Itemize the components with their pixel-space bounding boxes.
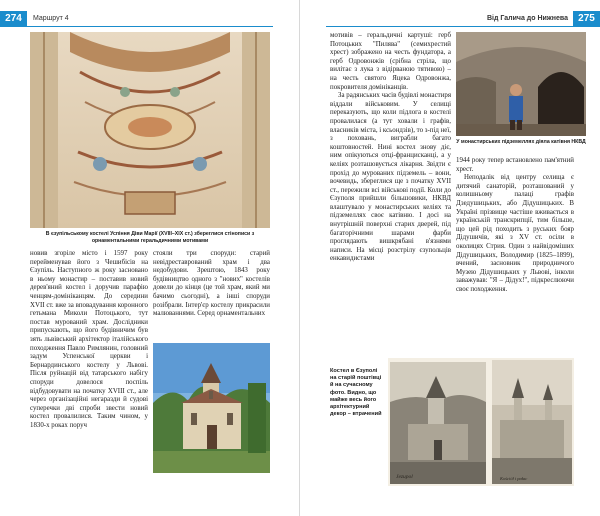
right-running-title: Від Галича до Нижнева — [486, 15, 568, 22]
church-photo — [153, 343, 270, 473]
right-text-column-1 — [330, 32, 451, 264]
left-text-column-2 — [153, 250, 270, 319]
postcard-caption: Костел в Єзуполі на старій поштівці й на сучасному фото. Видно, що майже весь його архітектурний декор – втрачений — [330, 368, 382, 418]
ceiling-photo-caption: В єзупільському костелі Успіння Діви Марії (XVIII–XIX ст.) збереглися стінописи з орнаментальними геральдичними мотивами — [45, 231, 255, 244]
right-col1-paragraph-2: За радянських часів будівлі монастиря віддали військовим. У селищі переказують, що коли підлога в костелі провалилася (а тут ховали і графів, власників міста, і ксьондзів), то з-під неї, з поховань, виграбли багато коштовностей. Нині костел знову діє, ним опікуються отці-францисканці, а у келіях розташовується лікарня. Звідти є прохід до мурованих підземель – вони, вочевидь, збереглися ще з початку XVII ст., пережили всі військові події. Коли до Єзуполя прийшли більшовики, НКВД влаштувало у монастирських келіях та підземеллях своє катівню. І досі на внутрішній поверхні старих дверей, під багаторічними шарами фарби проглядають вишкрябані в'язнями написи. На місці розстрілу єзупольців енкавидистами — [330, 92, 451, 263]
right-col2-paragraph-2: Неподалік від центру селища є дитячий санаторій, розташований у колишньому палаці графів Дзедушицьких, або Дідушицьких. В Україні прізвище частіше вживається в українській транскрипції, тим більше, що цей рід походить з руських бояр Дідушичів, які з XV ст. осіли в околицях Стрия. Один з найвідоміших Дідушицьких, Володимир (1825–1899), вчений, засновник природничого Музею Дідушицьких у Львові, інколи заважував: "Я – Дідух!", підкреслюючи своє походження. — [456, 174, 574, 293]
left-running-title: Маршрут 4 — [33, 15, 69, 22]
left-col2-paragraph: стояли три споруди: старий невідреставрований храм і два недобудови. Зрештою, 1843 року будівництво одного з "нових" костелів довели до кінця (це той храм, який ми бачимо сьогодні), а інші споруди розібрали. Інтер'єр костелу прикрасили малюваннями. Серед орнаментальних — [153, 250, 270, 318]
right-text-column-2 — [456, 157, 574, 295]
right-page-number: 275 — [573, 11, 600, 27]
right-header-rule — [326, 26, 573, 27]
left-col1-paragraph: новив згоріле місто і 1597 року перейменував його з Чешибісів на Єзупіль. Наступного ж року засновано в ньому монастир – поставив новий дерев'яний костел і доручив парафію ченцям-домініканцям. До середини XVII ст. вже за вповадування коронного гетьмана Миколи Потоцького, тут постав мурований храм. Дослідники припускають, що його будівничим був зять львівський архітектор італійського походження Павло Римлянин, головний задум Успенської церкви і Бернардинського костелу у Львові. Після руйнацій від татарського набігу споруди довелося поспіль відбудовувати на початку XVIII ст., але через організаційні негаразди й судові суперечки дві спроби звести новий костел провалилися. Таким чином, у 1830-х роках поруч — [30, 250, 148, 429]
right-col1-paragraph-1: мотивів – геральдичні картуші: герб Потоцьких "Пилява" (семихрестий хрест) зображено на честь фундатора, а герб Одровонжів (срібна стріла, що вилітає з лука з відірваною тятивою) – на честь святого Яцека Одровонжа, покровителя домініканців. — [330, 32, 451, 91]
dungeon-photo-caption: У монастирських підземеллях діяла катівня НКВД — [456, 139, 586, 145]
ceiling-fresco-photo — [30, 32, 270, 228]
right-page-header — [300, 11, 600, 27]
postcard-images — [388, 358, 574, 486]
left-page-header — [0, 11, 300, 27]
dungeon-photo — [456, 32, 586, 136]
right-page — [300, 0, 600, 516]
left-header-rule — [27, 26, 273, 27]
postcard-right-label: Kościół i pałac — [500, 476, 528, 481]
left-page-number: 274 — [0, 11, 27, 27]
postcard-left-label: Jezupol — [396, 474, 413, 480]
left-text-column-1 — [30, 250, 148, 430]
right-col2-paragraph-1: 1944 року тепер встановлено пам'ятний хрест. — [456, 157, 574, 173]
